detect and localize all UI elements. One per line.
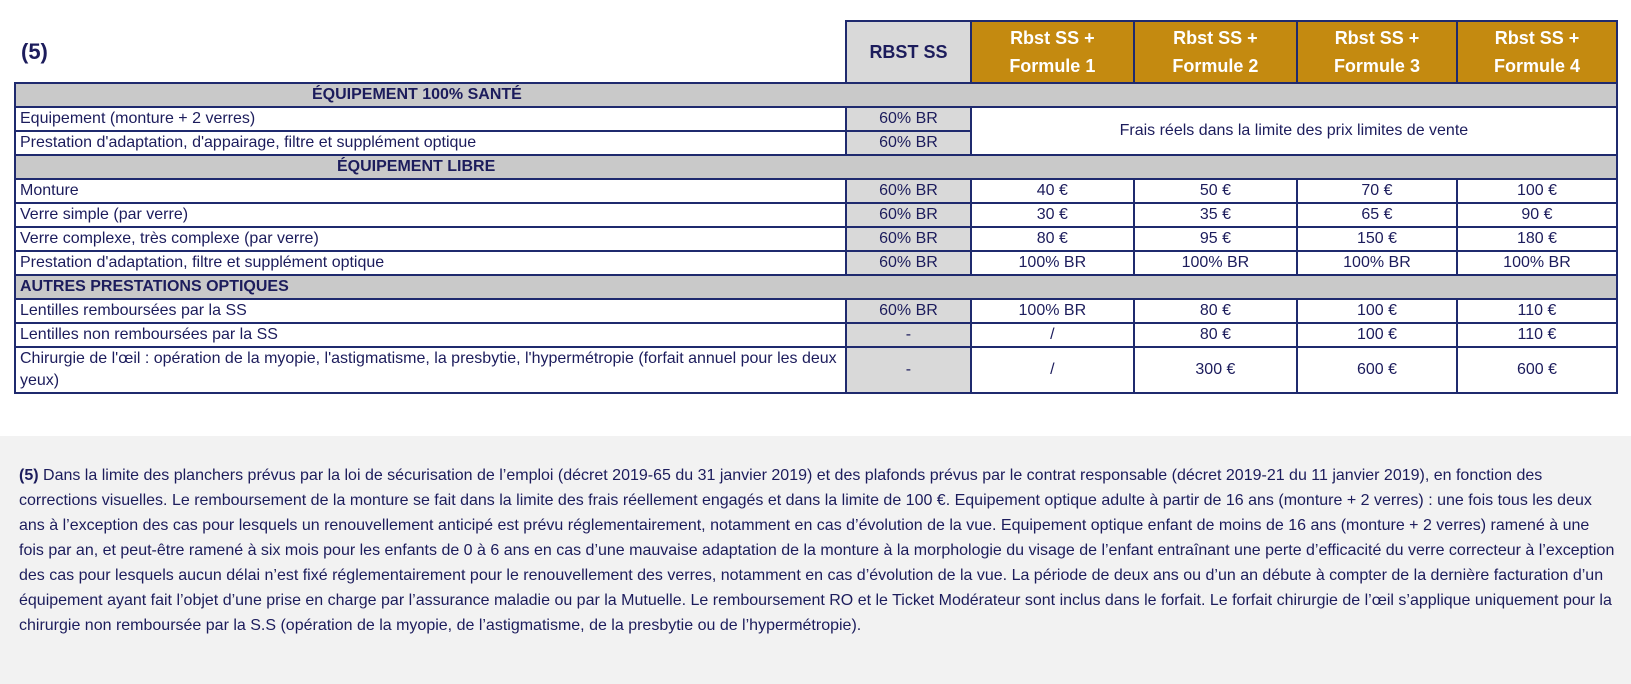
cell-f1: 80 € [971, 227, 1134, 251]
cell-f3: 65 € [1297, 203, 1457, 227]
col-header-formule-4: Rbst SS + Formule 4 [1457, 21, 1617, 83]
cell-ss: - [846, 347, 971, 393]
section-title-libre: ÉQUIPEMENT LIBRE [15, 155, 1617, 179]
footnote-paragraph [19, 463, 1615, 638]
cell-ss: 60% BR [846, 107, 971, 131]
row-label: Equipement (monture + 2 verres) [15, 107, 846, 131]
cell-f4: 110 € [1457, 299, 1617, 323]
row-label: Verre complexe, très complexe (par verre) [15, 227, 846, 251]
cell-f3: 150 € [1297, 227, 1457, 251]
section-row [15, 83, 1617, 107]
col-header-formule-1: Rbst SS + Formule 1 [971, 21, 1134, 83]
footnote-panel [0, 436, 1631, 684]
cell-f2: 300 € [1134, 347, 1297, 393]
cell-ss: - [846, 323, 971, 347]
cell-f4: 100 € [1457, 179, 1617, 203]
table-row [15, 251, 1617, 275]
cell-f3: 100% BR [1297, 251, 1457, 275]
col-header-formule-2: Rbst SS + Formule 2 [1134, 21, 1297, 83]
footnote-marker: (5) [19, 467, 39, 484]
cell-ss: 60% BR [846, 227, 971, 251]
cell-f1: / [971, 347, 1134, 393]
section-title-100-sante: ÉQUIPEMENT 100% SANTÉ [15, 83, 1617, 107]
cell-ss: 60% BR [846, 299, 971, 323]
table-row [15, 107, 1617, 131]
row-label: Prestation d'adaptation, filtre et supplément optique [15, 251, 846, 275]
col-header-rbst-ss: RBST SS [846, 21, 971, 83]
cell-f2: 80 € [1134, 299, 1297, 323]
header-row [15, 21, 1617, 83]
merged-frais-reels: Frais réels dans la limite des prix limites de vente [971, 107, 1617, 155]
cell-f2: 35 € [1134, 203, 1297, 227]
row-label: Monture [15, 179, 846, 203]
optical-coverage-table [14, 20, 1618, 394]
cell-f3: 600 € [1297, 347, 1457, 393]
table-row [15, 323, 1617, 347]
table-row [15, 179, 1617, 203]
cell-f4: 600 € [1457, 347, 1617, 393]
cell-ss: 60% BR [846, 131, 971, 155]
section-row [15, 275, 1617, 299]
cell-f3: 100 € [1297, 299, 1457, 323]
cell-f4: 100% BR [1457, 251, 1617, 275]
cell-ss: 60% BR [846, 203, 971, 227]
cell-f2: 95 € [1134, 227, 1297, 251]
cell-f2: 50 € [1134, 179, 1297, 203]
cell-f3: 100 € [1297, 323, 1457, 347]
row-label: Lentilles remboursées par la SS [15, 299, 846, 323]
cell-f1: 100% BR [971, 299, 1134, 323]
cell-f4: 110 € [1457, 323, 1617, 347]
section-title-autres: AUTRES PRESTATIONS OPTIQUES [15, 275, 1617, 299]
section-row [15, 155, 1617, 179]
cell-f4: 180 € [1457, 227, 1617, 251]
cell-f1: 100% BR [971, 251, 1134, 275]
cell-f4: 90 € [1457, 203, 1617, 227]
note-number: (5) [15, 21, 846, 83]
row-label: Chirurgie de l'œil : opération de la myopie, l'astigmatisme, la presbytie, l'hypermétropie (forfait annuel pour les deux yeux) [15, 347, 846, 393]
row-label: Verre simple (par verre) [15, 203, 846, 227]
table-row [15, 347, 1617, 393]
table-row [15, 203, 1617, 227]
row-label: Prestation d'adaptation, d'appairage, filtre et supplément optique [15, 131, 846, 155]
col-header-formule-3: Rbst SS + Formule 3 [1297, 21, 1457, 83]
cell-f2: 80 € [1134, 323, 1297, 347]
footnote-text: Dans la limite des planchers prévus par la loi de sécurisation de l’emploi (décret 2019-65 du 31 janvier 2019) et des plafonds prévus par le contrat responsable (décret 2019-21 du 11 janvier 2019), en fonction des corrections visuelles. Le remboursement de la monture se fait dans la limite des frais réellement engagés et dans la limite de 100 €. Equipement optique adulte à partir de 16 ans (monture + 2 verres) : une fois tous les deux ans à l’exception des cas pour lesquels un renouvellement anticipé est prévu réglementairement, notamment en cas d’évolution de la vue. Equipement optique enfant de moins de 16 ans (monture + 2 verres) ramené à une fois par an, et peut-être ramené à six mois pour les enfants de 0 à 6 ans en cas d’une mauvaise adaptation de la monture à la morphologie du visage de l’enfant entraînant une perte d’efficacité du verre correcteur à l’exception des cas pour lesquels aucun délai n’est fixé réglementairement pour le renouvellement des verres, notamment en cas d’évolution de la vue. La période de deux ans ou d’un an débute à compter de la dernière facturation d’un équipement ayant fait l’objet d’une prise en charge par l’assurance maladie ou par la Mutuelle. Le remboursement RO et le Ticket Modérateur sont inclus dans le forfait. Le forfait chirurgie de l’œil s’applique uniquement pour la chirurgie non remboursée par la S.S (opération de la myopie, de l’astigmatisme, de la presbytie ou de l’hypermétropie). [19, 467, 1615, 634]
table-row [15, 227, 1617, 251]
cell-f1: 40 € [971, 179, 1134, 203]
cell-ss: 60% BR [846, 179, 971, 203]
table-row [15, 299, 1617, 323]
cell-f1: 30 € [971, 203, 1134, 227]
cell-f1: / [971, 323, 1134, 347]
row-label: Lentilles non remboursées par la SS [15, 323, 846, 347]
cell-ss: 60% BR [846, 251, 971, 275]
cell-f2: 100% BR [1134, 251, 1297, 275]
cell-f3: 70 € [1297, 179, 1457, 203]
